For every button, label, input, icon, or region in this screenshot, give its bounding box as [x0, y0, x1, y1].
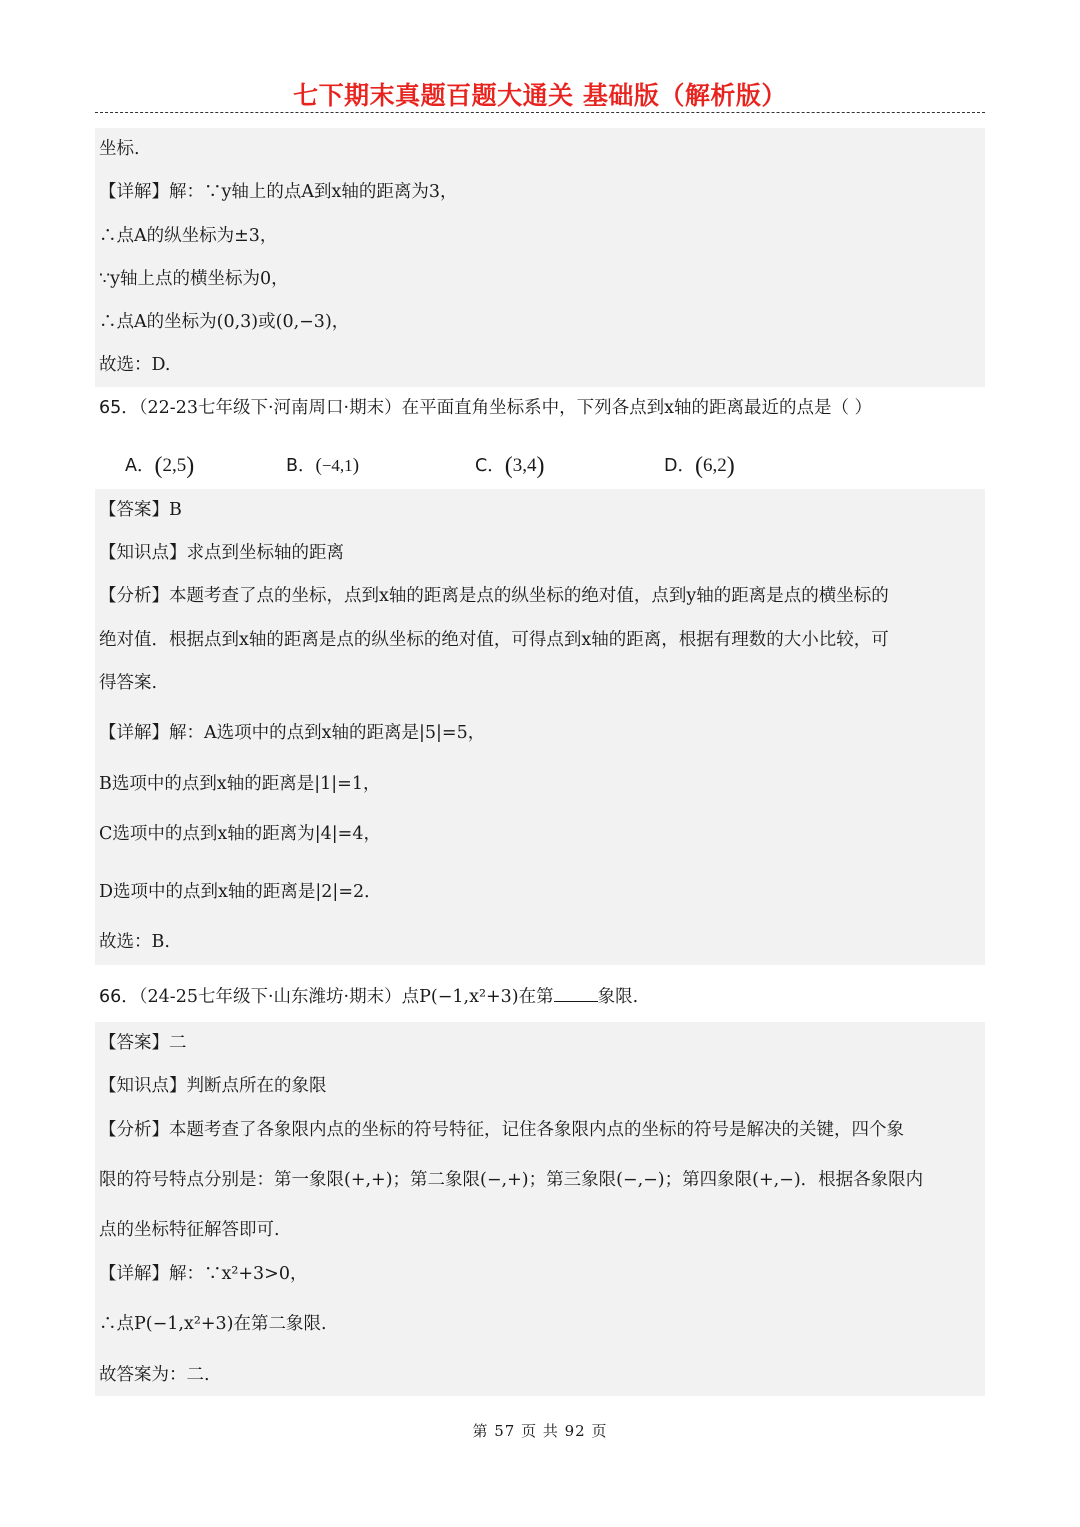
option-value: −4,1: [321, 456, 353, 475]
q66-analysis-1: 【分析】本题考查了各象限内点的坐标的符号特征，记住各象限内点的坐标的符号是解决的关键，四个象: [99, 1120, 904, 1140]
q66-number: 66．: [99, 987, 139, 1007]
option-label: D．: [664, 456, 695, 476]
option-label: B．: [286, 456, 316, 476]
q65-detail-3: C选项中的点到x轴的距离为|4|=4，: [99, 824, 381, 844]
q64-solution-block: [95, 128, 985, 387]
q66-answer: 【答案】二: [99, 1033, 187, 1053]
q65-detail-1: 【详解】解：A选项中的点到x轴的距离是|5|=5，: [99, 723, 486, 743]
q65-option-b: B．(−4,1): [286, 455, 360, 476]
answer-blank: [554, 985, 598, 1002]
q66-analysis-3: 点的坐标特征解答即可.: [99, 1220, 280, 1240]
q66-analysis-2: 限的符号特点分别是：第一象限(+,+)；第二象限(−,+)；第三象限(−,−)；第四象限(+,−)．根据各象限内: [99, 1170, 924, 1190]
option-label: A．: [125, 456, 155, 476]
header-dashed-rule: [95, 112, 985, 113]
option-value: 3,4: [512, 455, 537, 476]
q65-stem: 在平面直角坐标系中，下列各点到x轴的距离最近的点是（ ）: [401, 398, 873, 418]
q65-detail-4: D选项中的点到x轴的距离是|2|=2．: [99, 882, 382, 902]
q65-number: 65．: [99, 398, 139, 418]
q65-option-c: C．(3,4): [475, 453, 545, 479]
q66-final: 故答案为：二.: [99, 1365, 210, 1385]
q66-question: [99, 985, 638, 1007]
q66-knowledge: 【知识点】判断点所在的象限: [99, 1076, 327, 1096]
q65-knowledge: 【知识点】求点到坐标轴的距离: [99, 543, 344, 563]
q66-source: （24-25七年级下·山东潍坊·期末）: [138, 987, 402, 1007]
option-value: 6,2: [702, 455, 727, 476]
q65-option-d: D．(6,2): [664, 453, 735, 479]
q66-stem-pre: 点P(−1,x²+3)在第: [401, 987, 554, 1007]
q64-line-6: 故选：D.: [99, 355, 171, 375]
q65-analysis-3: 得答案.: [99, 673, 158, 693]
q64-line-2: 【详解】解：∵y轴上的点A到x轴的距离为3，: [99, 182, 458, 202]
q65-detail-2: B选项中的点到x轴的距离是|1|=1，: [99, 774, 381, 794]
q65-answer: 【答案】B: [99, 500, 182, 520]
q64-line-4: ∵y轴上点的横坐标为0，: [99, 269, 289, 289]
page-footer: 第 57 页 共 92 页: [472, 1422, 608, 1440]
q65-analysis-1: 【分析】本题考查了点的坐标，点到x轴的距离是点的纵坐标的绝对值，点到y轴的距离是点的横坐标的: [99, 586, 889, 606]
q64-line-1: 坐标.: [99, 139, 140, 159]
q66-stem-post: 象限.: [597, 987, 639, 1007]
q65-question: [99, 400, 872, 418]
q66-detail-2: ∴点P(−1,x²+3)在第二象限.: [99, 1314, 327, 1334]
q64-line-5: ∴点A的坐标为(0,3)或(0,−3)，: [99, 312, 350, 332]
page-header-title: 七下期末真题百题大通关 基础版（解析版）: [293, 81, 787, 110]
option-label: C．: [475, 456, 505, 476]
q64-line-3: ∴点A的纵坐标为±3，: [99, 226, 278, 246]
q65-option-a: A．(2,5): [125, 453, 195, 479]
option-value: 2,5: [162, 455, 187, 476]
q65-source: （22-23七年级下·河南周口·期末）: [138, 398, 402, 418]
q66-detail-1: 【详解】解：∵x²+3>0，: [99, 1264, 308, 1284]
q65-choose: 故选：B.: [99, 932, 170, 952]
q65-analysis-2: 绝对值．根据点到x轴的距离是点的纵坐标的绝对值，可得点到x轴的距离，根据有理数的大小比较，可: [99, 630, 889, 650]
